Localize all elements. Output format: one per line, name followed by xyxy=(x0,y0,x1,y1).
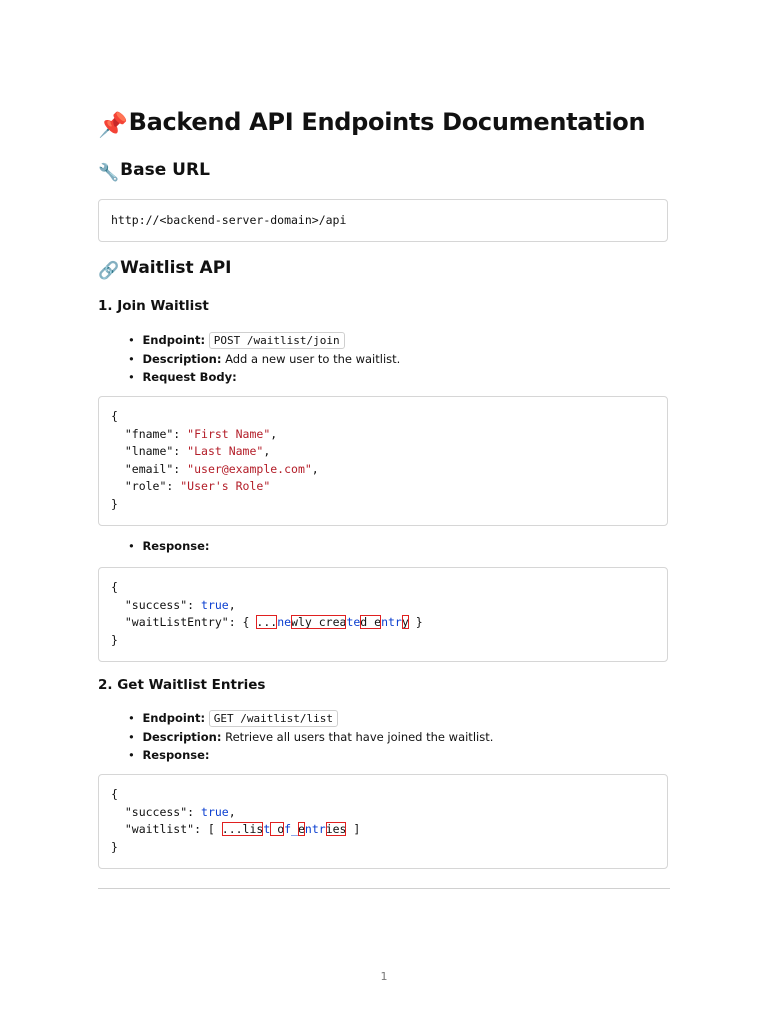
code-line: "lname": "Last Name", xyxy=(111,444,271,459)
pushpin-icon: 📌 xyxy=(98,111,128,139)
page-number: 1 xyxy=(380,970,388,983)
list-item: • Endpoint: GET /waitlist/list xyxy=(128,709,493,728)
list-item: • Request Body: xyxy=(128,368,400,386)
request-body-code-block: { "fname": "First Name", "lname": "Last Name", "email": "user@example.com", "role": "User's Role" } xyxy=(98,396,668,526)
list-item: • Description: Add a new user to the waitlist. xyxy=(128,350,400,368)
link-icon: 🔗 xyxy=(98,261,120,281)
get-waitlist-heading: 2. Get Waitlist Entries xyxy=(98,677,266,693)
list-item: • Endpoint: POST /waitlist/join xyxy=(128,331,400,350)
join-details-list xyxy=(128,331,400,386)
join-response-list xyxy=(128,537,210,555)
list-item: • Description: Retrieve all users that have joined the waitlist. xyxy=(128,728,493,746)
join-response-code-block: { "success": true, "waitListEntry": { ...newly_created_entry } } xyxy=(98,567,668,662)
code-line: "success": true, xyxy=(111,597,236,612)
wrench-icon: 🔧 xyxy=(98,163,120,183)
base-url-code: http://<backend-server-domain>/api xyxy=(111,213,347,227)
code-line: "success": true, xyxy=(111,804,236,819)
code-line: "email": "user@example.com", xyxy=(111,461,319,476)
code-line: "waitlist": [ ...list_of_entries ] xyxy=(111,822,361,837)
list-item: • Response: xyxy=(128,537,210,555)
get-description: Retrieve all users that have joined the waitlist. xyxy=(225,730,494,744)
code-line: "fname": "First Name", xyxy=(111,426,278,441)
list-item: • Response: xyxy=(128,746,493,764)
waitlist-api-heading: 🔗Waitlist API xyxy=(98,258,232,281)
base-url-heading: 🔧Base URL xyxy=(98,160,210,183)
code-line: "waitListEntry": { ...newly_created_entry } xyxy=(111,615,423,630)
get-details-list xyxy=(128,709,493,764)
join-waitlist-heading: 1. Join Waitlist xyxy=(98,298,209,314)
horizontal-divider xyxy=(98,888,670,889)
join-endpoint-code: POST /waitlist/join xyxy=(209,332,345,349)
base-url-code-block xyxy=(98,199,668,242)
get-endpoint-code: GET /waitlist/list xyxy=(209,710,338,727)
code-line: "role": "User's Role" xyxy=(111,479,271,494)
join-description: Add a new user to the waitlist. xyxy=(225,352,401,366)
get-response-code-block: { "success": true, "waitlist": [ ...list_of_entries ] } xyxy=(98,774,668,869)
page-title: 📌Backend API Endpoints Documentation xyxy=(98,108,646,139)
